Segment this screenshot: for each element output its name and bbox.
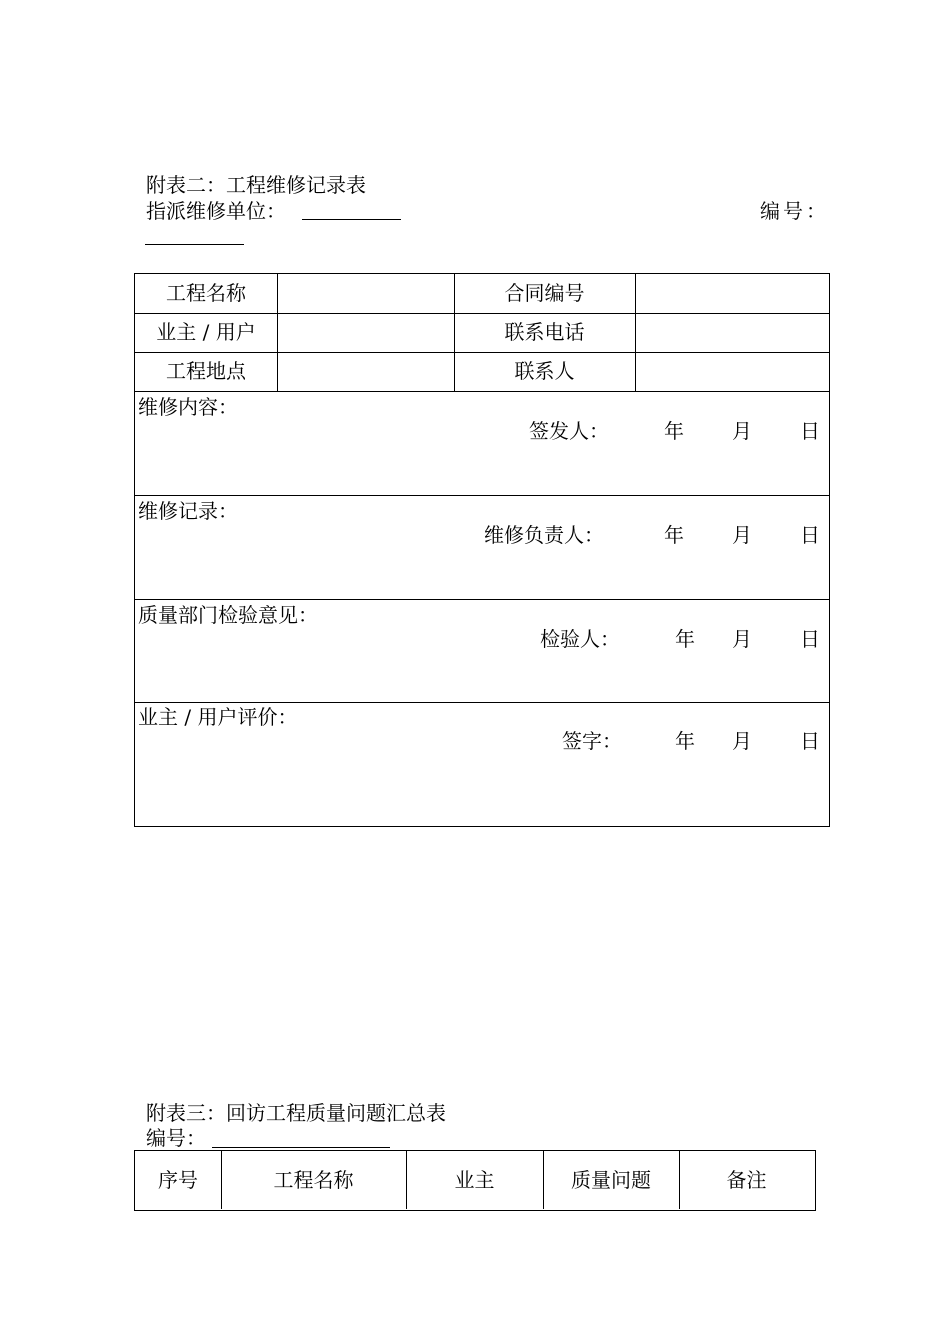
- header-serial-number: 序号: [158, 1168, 198, 1192]
- year-label: 年: [675, 729, 695, 753]
- row-divider: [135, 495, 829, 496]
- day-label: 日: [800, 729, 820, 753]
- row-divider: [135, 702, 829, 703]
- contract-number-label: 合同编号: [504, 281, 585, 305]
- maintenance-lead-label: 维修负责人：: [484, 523, 604, 547]
- owner-user-field[interactable]: [277, 313, 454, 352]
- assign-unit-field[interactable]: [302, 219, 401, 220]
- day-label: 日: [800, 627, 820, 651]
- maintenance-content-label: 维修内容：: [138, 395, 238, 419]
- project-location-field[interactable]: [277, 352, 454, 391]
- contact-phone-label: 联系电话: [504, 320, 585, 344]
- owner-evaluation-label: 业主 / 用户评价：: [138, 705, 298, 729]
- day-label: 日: [800, 523, 820, 547]
- maintenance-record-table: [134, 273, 830, 827]
- row-divider: [135, 599, 829, 600]
- owner-user-label: 业主 / 用户: [156, 320, 256, 344]
- form1-title: 附表二：工程维修记录表: [146, 173, 366, 197]
- form2-number-label: 编号：: [146, 1126, 206, 1150]
- row-divider: [135, 391, 829, 392]
- project-name-field[interactable]: [277, 274, 454, 313]
- contact-person-label: 联系人: [514, 359, 575, 383]
- header-remarks: 备注: [726, 1168, 767, 1192]
- contact-person-field[interactable]: [635, 352, 829, 391]
- project-location-label: 工程地点: [166, 359, 246, 383]
- day-label: 日: [800, 419, 820, 443]
- contact-phone-field[interactable]: [635, 313, 829, 352]
- header-quality-issue: 质量问题: [571, 1168, 651, 1192]
- year-label: 年: [664, 419, 684, 443]
- month-label: 月: [732, 523, 752, 547]
- maintenance-record-label: 维修记录：: [138, 499, 238, 523]
- contract-number-field[interactable]: [635, 274, 829, 313]
- issuer-label: 签发人：: [529, 419, 609, 443]
- form1-number-field[interactable]: [145, 244, 244, 245]
- project-name-label: 工程名称: [166, 281, 246, 305]
- month-label: 月: [732, 729, 752, 753]
- header-project-name: 工程名称: [273, 1168, 354, 1192]
- assign-unit-label: 指派维修单位：: [146, 199, 286, 223]
- quality-issue-summary-table: [134, 1150, 816, 1211]
- form2-number-field[interactable]: [212, 1147, 390, 1148]
- month-label: 月: [732, 419, 752, 443]
- year-label: 年: [675, 627, 695, 651]
- form2-title: 附表三：回访工程质量问题汇总表: [146, 1101, 446, 1125]
- quality-inspection-label: 质量部门检验意见：: [138, 603, 318, 627]
- signature-label: 签字：: [562, 729, 622, 753]
- month-label: 月: [732, 627, 752, 651]
- header-owner: 业主: [454, 1168, 495, 1192]
- inspector-label: 检验人：: [540, 627, 620, 651]
- year-label: 年: [664, 523, 684, 547]
- form1-number-label: 编号：: [760, 199, 829, 223]
